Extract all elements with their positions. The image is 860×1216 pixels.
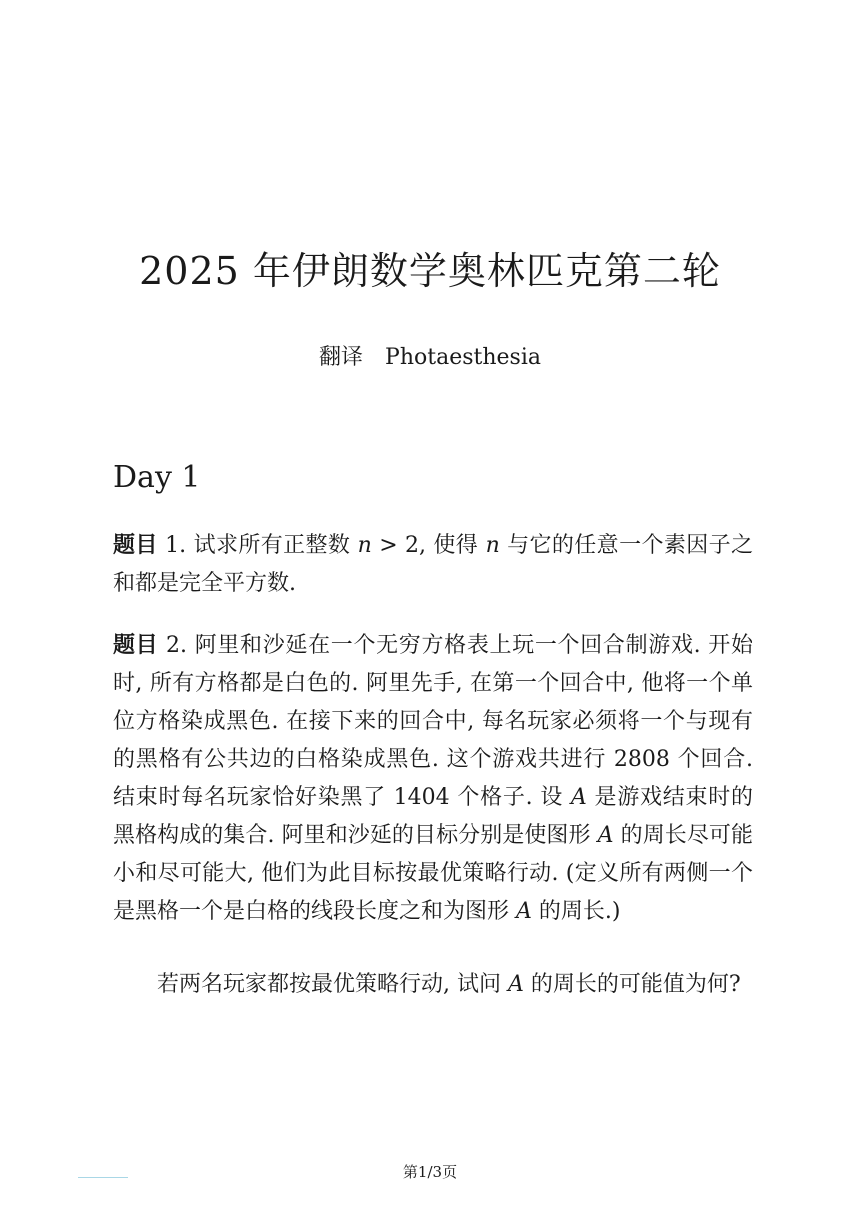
problem-1-variable-n-2: n (485, 533, 500, 558)
problem-2-text-part3: 的周长尽可能小和尽可能大, 他们为此目标按最优策略行动. (定义所有两侧一个是黑格一个是白格的线段长度之和为图形 (113, 823, 753, 924)
problem-2-number: 2. (166, 633, 188, 658)
problem-2 (113, 626, 753, 931)
translator-line (0, 342, 860, 374)
translator-label: 翻译 (319, 345, 364, 370)
problem-2-question-part1: 若两名玩家都按最优策略行动, 试问 (157, 972, 501, 997)
problem-2-question (113, 966, 753, 1004)
problem-2-variable-a-3: A (516, 899, 532, 924)
problem-1 (113, 526, 753, 603)
problem-2-text-part1: 阿里和沙延在一个无穷方格表上玩一个回合制游戏. 开始时, 所有方格都是白色的. 阿里先手, 在第一个回合中, 他将一个单位方格染成黑色. 在接下来的回合中, 每名玩家必须将一个与现有的黑格有公共边的白格染成黑色. 这个游戏共进行 2808 个回合. 结束时每名玩家恰好染黑了 1404 个格子. 设 (113, 633, 753, 810)
problem-2-variable-a-4: A (508, 972, 524, 997)
problem-2-text-part4: 的周长.) (538, 899, 621, 924)
problem-1-label: 题目 (113, 532, 158, 558)
problem-2-variable-a-2: A (597, 823, 614, 848)
problem-2-label: 题目 (113, 632, 159, 658)
problem-2-text-part2: 是游戏结束时的黑格构成的集合. 阿里和沙延的目标分别是使图形 (113, 785, 753, 848)
problem-2-question-part2: 的周长的可能值为何? (530, 972, 741, 997)
section-heading: Day 1 (113, 460, 201, 495)
problem-1-text-part1: 试求所有正整数 (193, 533, 351, 558)
problem-1-condition: > 2, 使得 (379, 533, 479, 558)
translator-name: Photaesthesia (385, 345, 541, 370)
problem-1-text-part2: 与它的任意一个素因子之和都是完全平方数. (113, 533, 753, 596)
page-number: 第1/3页 (402, 1163, 458, 1181)
problem-1-number: 1. (165, 533, 187, 558)
document-title: 2025 年伊朗数学奥林匹克第二轮 (139, 249, 721, 293)
problem-1-variable-n: n (357, 533, 372, 558)
problem-2-variable-a: A (570, 785, 587, 810)
